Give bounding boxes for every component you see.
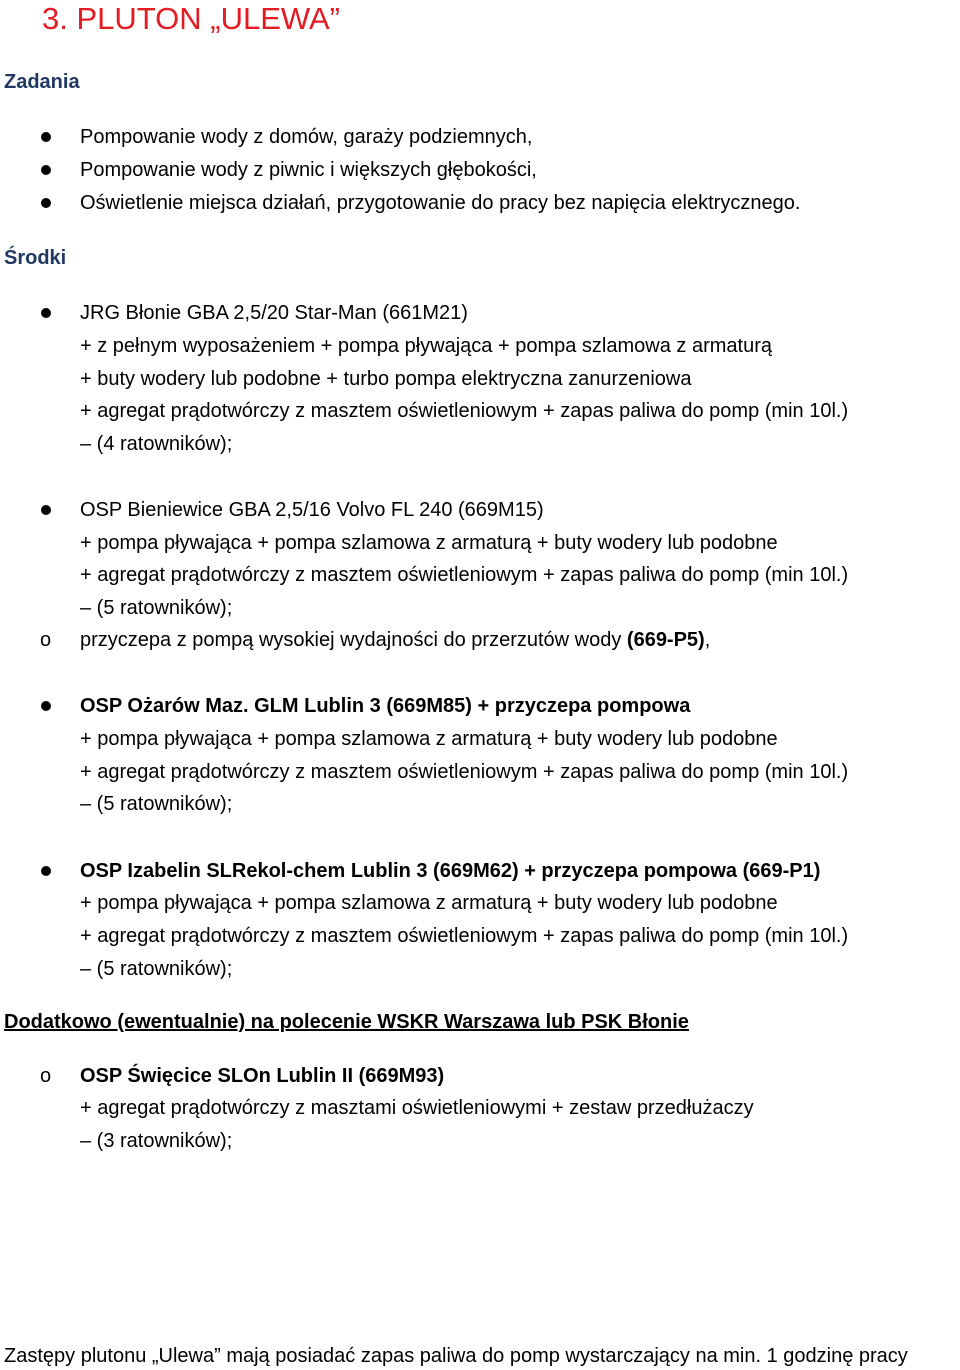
unit-line: + pompa pływająca + pompa szlamowa z armaturą + buty wodery lub podobne <box>80 728 778 750</box>
unit-line: + agregat prądotwórczy z masztem oświetleniowym + zapas paliwa do pomp (min 10l.) <box>80 564 849 586</box>
page-title: 3. PLUTON „ULEWA” <box>42 1 340 36</box>
unit-title: OSP Bieniewice GBA 2,5/16 Volvo FL 240 (669M15) <box>80 499 544 521</box>
task-item: Oświetlenie miejsca działań, przygotowanie do pracy bez napięcia elektrycznego. <box>80 192 801 214</box>
bullet-icon <box>41 132 51 142</box>
bullet-icon <box>41 866 51 876</box>
unit-title <box>80 693 690 719</box>
unit-crew: – (4 ratowników); <box>80 433 233 455</box>
unit-line: + buty wodery lub podobne + turbo pompa elektryczna zanurzeniowa <box>80 368 692 390</box>
unit-title: OSP Izabelin SLRekol-chem Lublin 3 (669M62) + przyczepa pompowa (669-P1) <box>80 860 821 882</box>
sub-item-end: , <box>704 629 711 651</box>
bullet-icon <box>41 165 51 175</box>
task-item: Pompowanie wody z domów, garaży podziemnych, <box>80 126 533 148</box>
section-heading-tasks: Zadania <box>4 71 80 93</box>
additional-heading: Dodatkowo (ewentualnie) na polecenie WSKR Warszawa lub PSK Błonie <box>4 1011 689 1033</box>
unit-title: JRG Błonie GBA 2,5/20 Star-Man (661M21) <box>80 302 468 324</box>
unit-line: + agregat prądotwórczy z masztem oświetleniowym + zapas paliwa do pomp (min 10l.) <box>80 761 849 783</box>
sub-item-text: przyczepa z pompą wysokiej wydajności do przerzutów wody <box>80 629 627 651</box>
unit-sub-item <box>80 627 710 653</box>
unit-line: + agregat prądotwórczy z masztem oświetleniowym + zapas paliwa do pomp (min 10l.) <box>80 925 849 947</box>
unit-crew: – (5 ratowników); <box>80 597 233 619</box>
sub-item-code: (669-P5) <box>626 629 705 651</box>
bullet-icon <box>41 308 51 318</box>
sub-bullet-icon: o <box>40 629 52 651</box>
unit-title: OSP Święcice SLOn Lublin II (669M93) <box>80 1065 445 1087</box>
unit-title-rest: GLM Lublin 3 (669M85) + przyczepa pompowa <box>254 695 691 717</box>
unit-crew: – (5 ratowników); <box>80 793 233 815</box>
footer-note: Zastępy plutonu „Ulewa” mają posiadać zapas paliwa do pomp wystarczający na min. 1 godzinę pracy <box>4 1345 908 1367</box>
sub-bullet-icon: o <box>40 1065 52 1087</box>
unit-line: + pompa pływająca + pompa szlamowa z armaturą + buty wodery lub podobne <box>80 892 778 914</box>
task-item: Pompowanie wody z piwnic i większych głębokości, <box>80 159 537 181</box>
unit-line: + pompa pływająca + pompa szlamowa z armaturą + buty wodery lub podobne <box>80 532 778 554</box>
bullet-icon <box>41 505 51 515</box>
unit-title-bold: OSP Ożarów Maz. <box>80 695 255 717</box>
unit-line: + z pełnym wyposażeniem + pompa pływająca + pompa szlamowa z armaturą <box>80 335 772 357</box>
section-heading-resources: Środki <box>4 247 67 269</box>
bullet-icon <box>41 198 51 208</box>
unit-line: + agregat prądotwórczy z masztami oświetleniowymi + zestaw przedłużaczy <box>80 1097 754 1119</box>
unit-crew: – (3 ratowników); <box>80 1130 233 1152</box>
unit-line: + agregat prądotwórczy z masztem oświetleniowym + zapas paliwa do pomp (min 10l.) <box>80 400 849 422</box>
bullet-icon <box>41 701 51 711</box>
unit-crew: – (5 ratowników); <box>80 958 233 980</box>
